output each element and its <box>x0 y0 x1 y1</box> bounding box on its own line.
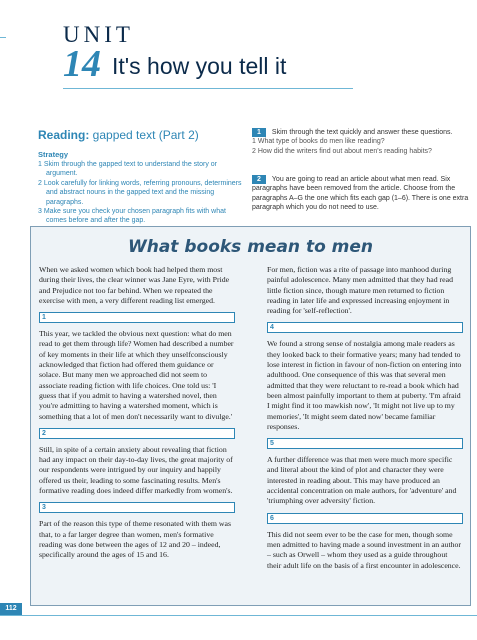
strategy-item: 3 Make sure you check your chosen paragraph fits with what comes before and after the gap. <box>38 208 226 225</box>
task-1-question-1: 1 What type of books do men like reading? <box>252 138 385 146</box>
page-number: 112 <box>0 603 22 615</box>
strategy-label: Strategy <box>38 150 69 159</box>
article-paragraph: Part of the reason this type of theme resonated with them was that, to a far larger degree than women, men's formative reading was done between the ages of 12 and 20 – indeed, specifically around the ages of 15 and 16. <box>39 519 232 560</box>
gap-6[interactable] <box>267 513 463 524</box>
gap-number: 3 <box>42 504 46 512</box>
reading-heading-bold: Reading: <box>38 128 90 142</box>
gap-number: 4 <box>270 324 274 332</box>
article-paragraph: When we asked women which book had helped them most during their lives, the clear winner was Jane Eyre, with Pride and Prejudice not too far behind. When we repeated the exercise with men, a very different reading list emerged. <box>39 265 230 305</box>
left-margin <box>0 0 6 640</box>
article-paragraph: We found a strong sense of nostalgia among male readers as they looked back to their formative years; many had tended to lose interest in fiction in favour of non-fiction on entering into adulthood. One consequence of this was that several men admitted that they were reluctant to re-read a book which had been almost painfully important to them at puberty. 'I'm afraid I might find it too mawkish now', 'It might not live up to my memories', 'It might seem dated now' became familiar responses. <box>267 339 462 431</box>
article-right-column <box>267 265 463 577</box>
gap-2[interactable] <box>39 428 235 439</box>
gap-4[interactable] <box>267 322 463 333</box>
article-paragraph: A further difference was that men were much more specific and literal about the kind of plot and character they were interested in reading about. This may have produced an accidental concentration on male authors, for 'adventure' and 'triumphing over adversity' fiction. <box>267 455 457 506</box>
gap-number: 6 <box>270 514 274 522</box>
strategy-item: 1 Skim through the gapped text to understand the story or argument. <box>38 161 217 178</box>
task-2-instruction: You are going to read an article about what men read. Six paragraphs have been removed from the article. Choose from the paragraphs A–G the one which fits each gap (1–6). There is one extra paragraph which you do not need to use. <box>252 176 469 212</box>
task-1 <box>252 128 470 156</box>
unit-number: 14 <box>63 43 101 85</box>
article-title: What books mean to men <box>127 237 374 257</box>
task-2-number: 2 <box>252 175 266 184</box>
margin-tick <box>0 37 6 38</box>
reading-heading-rest: gapped text (Part 2) <box>89 128 199 142</box>
gap-3[interactable] <box>39 502 235 513</box>
title-underline <box>63 88 353 89</box>
task-1-question-2: 2 How did the writers find out about men's reading habits? <box>252 147 432 155</box>
article-box <box>30 226 471 606</box>
task-1-instruction: Skim through the text quickly and answer these questions. <box>271 129 453 136</box>
gap-number: 2 <box>42 429 46 437</box>
task-2 <box>252 175 470 213</box>
gap-number: 5 <box>270 440 274 448</box>
article-paragraph: Still, in spite of a certain anxiety about revealing that fiction had any impact on their day-to-day lives, the great majority of our respondents were intrigued by our inquiry and happily offered us their, leading to some fascinating results. Men's formative reading does indeed differ markedly from women's. <box>39 444 233 496</box>
gap-5[interactable] <box>267 438 463 449</box>
strategy-item: 2 Look carefully for linking words, referring pronouns, determiners and abstract nouns in the gapped text and the missing paragraphs. <box>38 179 242 206</box>
unit-title: It's how you tell it <box>112 53 287 79</box>
unit-label: UNIT <box>63 22 134 47</box>
article-left-column <box>39 265 235 567</box>
footer-rule <box>0 615 477 616</box>
gap-number: 1 <box>42 314 46 322</box>
article-paragraph: This did not seem ever to be the case for men, though some men admitted to having made a sound investment in an author – such as Orwell – whom they used as a guide throughout their adult life on the basis of a first encounter in adolescence. <box>267 529 462 570</box>
article-paragraph: This year, we tackled the obvious next question: what do men read to get them through life? Women had described a number of key moments in their life at which they unselfconsciously acknowledged that fiction had offered them guidance or solace. But many men we approached did not seem to associate reading fiction with life choices. One told us: 'I guess that if you admit to having a watershed novel, then you're admitting to having a watershed moment, which is something that a lot of men don't necessarily want to divulge.' <box>39 329 234 421</box>
task-1-number: 1 <box>252 128 266 137</box>
article-paragraph: For men, fiction was a rite of passage into manhood during painful adolescence. Many men admitted that they had read little fiction since, though mature men returned to fiction reading in later life and expressed increasing enjoyment in reading for 'self-reflection'. <box>267 265 453 316</box>
reading-heading <box>38 128 199 142</box>
strategy-list <box>38 160 246 226</box>
gap-1[interactable] <box>39 312 235 323</box>
